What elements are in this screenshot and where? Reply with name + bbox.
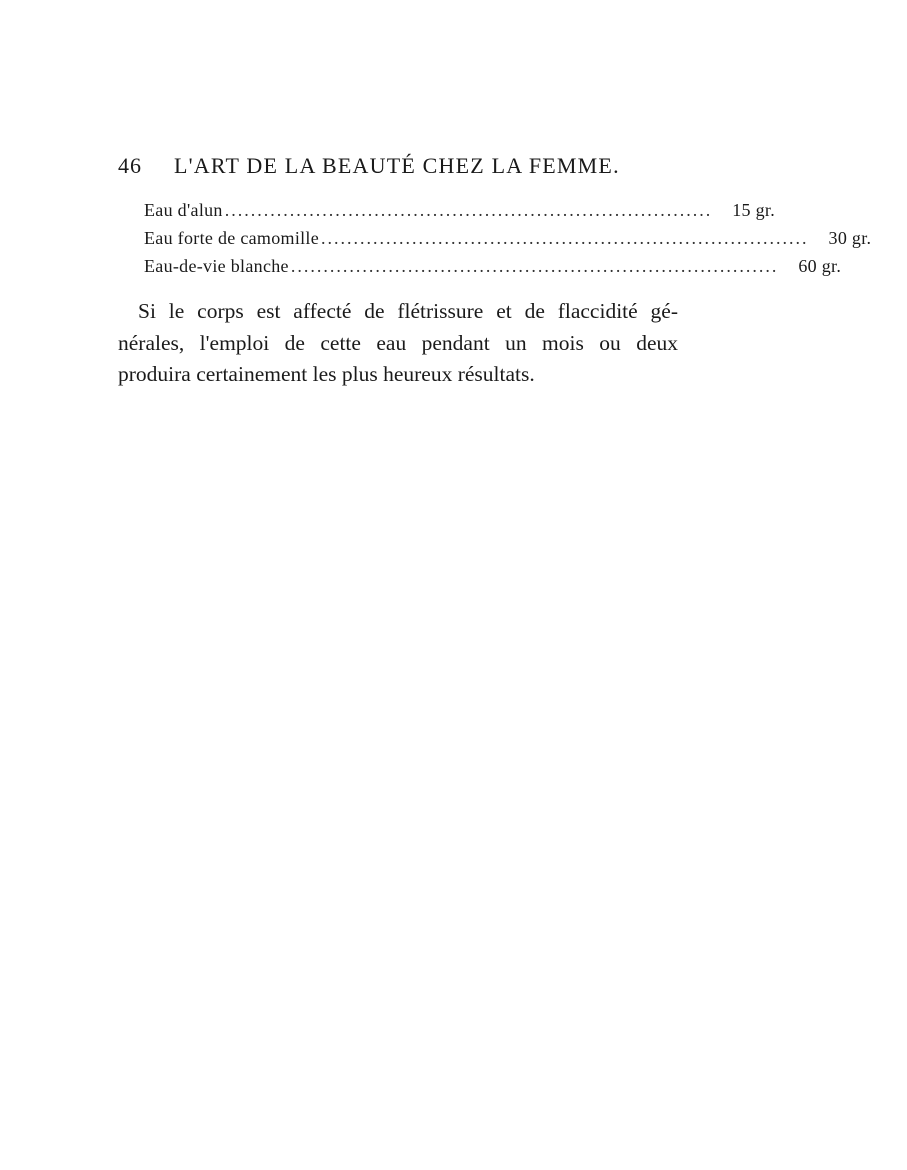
running-header (118, 150, 638, 182)
ingredient-quantity: 60 gr. (798, 256, 842, 276)
recipe-item (144, 252, 842, 280)
paragraph-line: Si le corps est affecté de flétrissure et de flaccidité gé- (138, 299, 678, 323)
dot-leader: ........................................................................... (224, 200, 713, 220)
running-title: L'ART DE LA BEAUTÉ CHEZ LA FEMME. (174, 153, 620, 178)
page-number: 46 (118, 153, 142, 178)
ingredient-quantity: 30 gr. (828, 228, 872, 248)
ingredient-quantity: 15 gr. (732, 200, 776, 220)
dot-leader: ........................................................................... (321, 228, 809, 248)
recipe-list (144, 196, 872, 280)
paragraph-line: nérales, l'emploi de cette eau pendant un mois ou deux (118, 330, 678, 355)
dot-leader: ........................................................................... (290, 256, 779, 276)
ingredient-name: Eau-de-vie blanche (144, 256, 289, 276)
paragraph-line: produira certainement les plus heureux résultats. (118, 362, 535, 386)
body-paragraph (118, 296, 678, 391)
recipe-item (144, 196, 776, 224)
recipe-item (144, 224, 872, 252)
ingredient-name: Eau forte de camomille (144, 228, 320, 248)
ingredient-name: Eau d'alun (144, 200, 223, 220)
